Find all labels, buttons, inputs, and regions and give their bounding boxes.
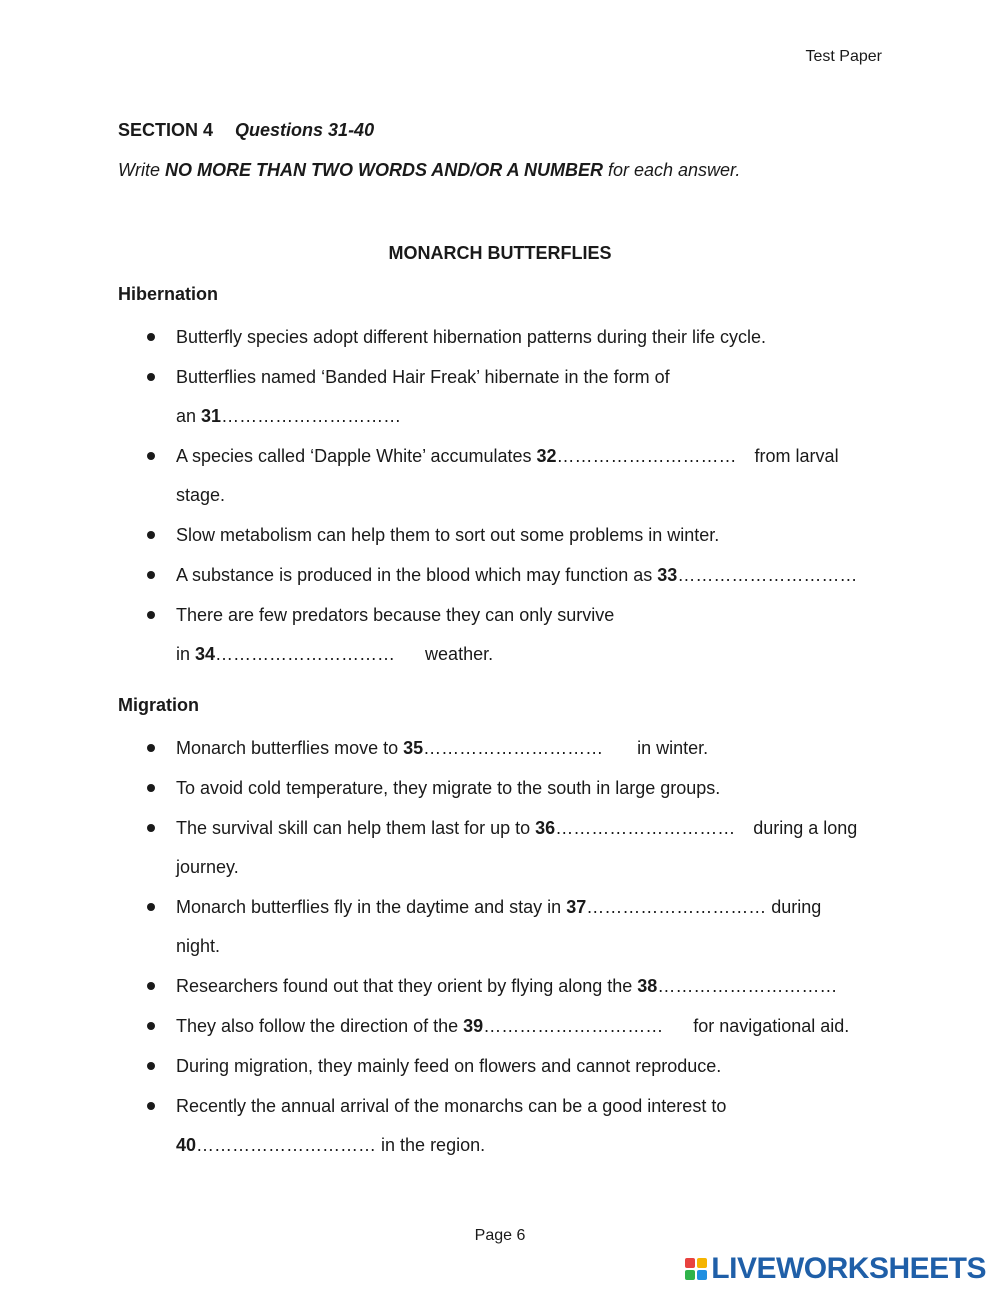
answer-blank-31[interactable]: ………………………… [221,406,402,426]
bullet-dot [147,824,155,832]
bullet-text: Monarch butterflies move to [176,738,404,758]
bullet-dot [147,744,155,752]
bullet-dot [147,903,155,911]
question-number-31: 31 [201,406,222,426]
bullet-dot [147,784,155,792]
bullet-dot [147,531,155,539]
section-label: SECTION 4 [118,120,214,140]
list-item [176,1015,849,1037]
answer-blank-40[interactable]: ………………………… [196,1135,377,1155]
bullet-dot [147,571,155,579]
text: in the region. [376,1135,486,1155]
question-number-35: 35 [403,738,424,758]
list-item [176,1095,726,1117]
list-item-continuation [176,405,401,427]
bullet-text: Butterfly species adopt different hibernation patterns during their life cycle. [176,327,767,347]
question-number-37: 37 [566,897,587,917]
bullet-text: Monarch butterflies fly in the daytime and stay in [176,897,567,917]
question-number-34: 34 [195,644,216,664]
bullet-text: A substance is produced in the blood which may function as [176,565,658,585]
text: an [176,406,202,426]
list-item [176,896,821,918]
text: weather. [425,644,494,664]
bullet-dot [147,452,155,460]
bullet-dot [147,611,155,619]
bullet-dot [147,1102,155,1110]
list-item-continuation [176,643,493,665]
list-item [176,564,857,586]
bullet-text: To avoid cold temperature, they migrate to the south in large groups. [176,778,721,798]
list-item-continuation: stage. [176,485,226,505]
bullet-text: A species called ‘Dapple White’ accumulates [176,446,537,466]
liveworksheets-logo [685,1252,986,1286]
bullet-text: Recently the annual arrival of the monarchs can be a good interest to [176,1096,727,1116]
logo-mark-icon [685,1258,707,1280]
list-item-continuation: night. [176,936,221,956]
bullet-text: during a long [753,818,858,838]
text: in [176,644,196,664]
answer-blank-34[interactable]: ………………………… [215,644,396,664]
list-item [176,326,766,348]
bullet-text: Butterflies named ‘Banded Hair Freak’ hibernate in the form of [176,367,670,387]
instruction [118,160,740,181]
list-item [176,817,857,839]
answer-blank-36[interactable]: ………………………… [555,818,736,838]
answer-blank-39[interactable]: ………………………… [483,1016,664,1036]
bullet-text: for navigational aid. [693,1016,850,1036]
answer-blank-35[interactable]: ………………………… [423,738,604,758]
list-item [176,445,839,467]
document-title: MONARCH BUTTERFLIES [388,243,612,263]
bullet-text: Slow metabolism can help them to sort out some problems in winter. [176,525,720,545]
instruction-post: for each answer. [602,160,741,180]
question-number-38: 38 [637,976,658,996]
list-item [176,975,837,997]
bullet-dot [147,333,155,341]
answer-blank-38[interactable]: ………………………… [657,976,838,996]
list-item [176,604,614,626]
bullet-text: in winter. [637,738,709,758]
question-number-39: 39 [463,1016,484,1036]
section-heading [118,120,374,141]
page-header: Test Paper [805,48,882,65]
list-item-continuation [176,1134,485,1156]
answer-blank-33[interactable]: ………………………… [677,565,858,585]
bullet-text: They also follow the direction of the [176,1016,464,1036]
bullet-text: Researchers found out that they orient by flying along the [176,976,638,996]
question-number-40: 40 [176,1135,197,1155]
bullet-text: There are few predators because they can only survive [176,605,615,625]
answer-blank-32[interactable]: ………………………… [556,446,737,466]
bullet-dot [147,1022,155,1030]
question-number-36: 36 [535,818,556,838]
list-item [176,366,670,388]
bullet-text: during [766,897,822,917]
bullet-dot [147,1062,155,1070]
migration-heading: Migration [118,695,199,715]
logo-text: LIVEWORKSHEETS [711,1252,986,1285]
list-item-continuation: journey. [176,857,239,877]
list-item [176,777,720,799]
list-item [176,737,708,759]
bullet-text: from larval [754,446,839,466]
hibernation-heading: Hibernation [118,284,219,304]
instruction-bold: NO MORE THAN TWO WORDS AND/OR A NUMBER [165,160,603,180]
bullet-text: The survival skill can help them last for up to [176,818,536,838]
bullet-text: During migration, they mainly feed on flowers and cannot reproduce. [176,1056,722,1076]
bullet-dot [147,373,155,381]
instruction-pre: Write [118,160,165,180]
list-item [176,1055,721,1077]
questions-range: Questions 31-40 [235,120,375,140]
question-number-33: 33 [657,565,678,585]
question-number-32: 32 [536,446,557,466]
bullet-dot [147,982,155,990]
page-number: Page 6 [474,1227,526,1244]
answer-blank-37[interactable]: ………………………… [586,897,767,917]
list-item [176,524,719,546]
